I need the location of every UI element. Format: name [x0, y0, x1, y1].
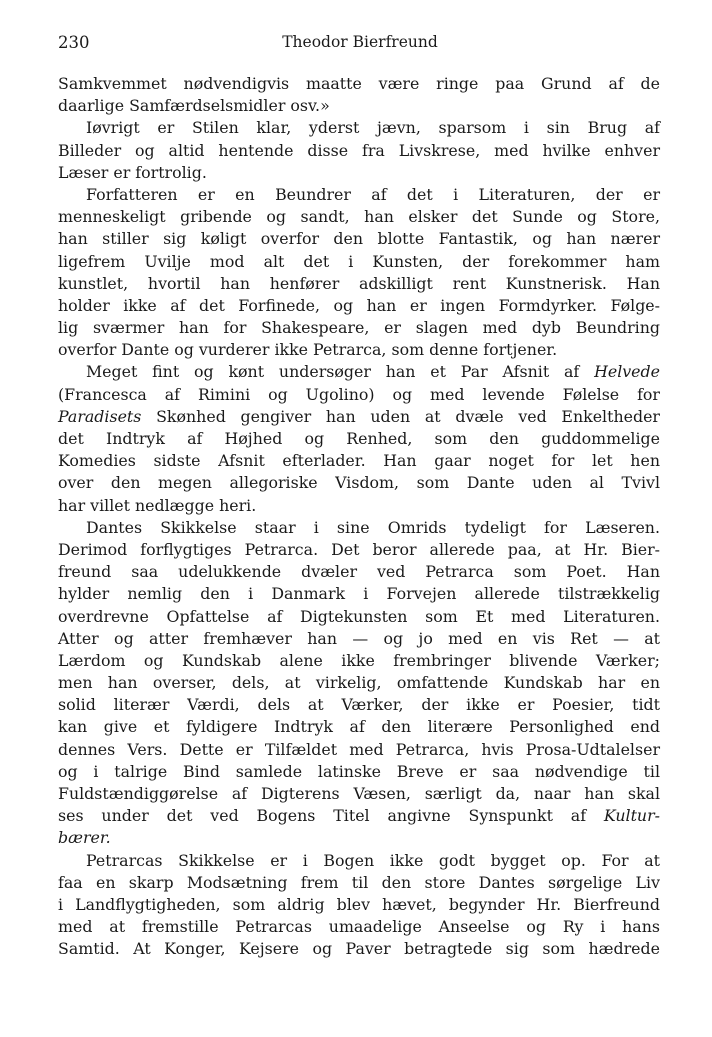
- running-title: Theodor Bierfreund: [282, 33, 438, 51]
- emphasis: Kultur-: [603, 806, 660, 826]
- text-line: faa en skarp Modsætning frem til den store Dantes sørgelige Liv: [58, 872, 660, 892]
- text-line: han stiller sig køligt overfor den blotte Fantastik, og han nærer: [58, 229, 660, 249]
- text-line: Samkvemmet nødvendigvis maatte være ringe paa Grund af de: [58, 74, 660, 93]
- text-line: hylder nemlig den i Danmark i Forvejen allerede tilstrækkelig: [58, 584, 660, 604]
- text-line: over den megen allegoriske Visdom, som Dante uden al Tvivl: [58, 473, 660, 493]
- text-line: Komedies sidste Afsnit efterlader. Han gaar noget for let hen: [58, 451, 660, 471]
- text-line: med at fremstille Petrarcas umaadelige Anseelse og Ry i hans: [58, 917, 660, 937]
- text-line: [58, 827, 660, 849]
- text-line: Petrarcas Skikkelse er i Bogen ikke godt bygget op. For at: [86, 850, 660, 870]
- text-line: lig sværmer han for Shakespeare, er slagen med dyb Beundring: [58, 318, 660, 338]
- text-line: Meget fint og kønt undersøger han et Par Afsnit af Helvede: [86, 362, 660, 382]
- text-line: men han overser, dels, at virkelig, omfattende Kundskab har en: [58, 673, 660, 693]
- text-line: dennes Vers. Dette er Tilfældet med Petrarca, hvis Prosa-Udtalelser: [58, 739, 660, 759]
- text-line: freund saa udelukkende dvæler ved Petrarca som Poet. Han: [58, 562, 660, 582]
- text-line: Billeder og altid hentende disse fra Livskrese, med hvilke enhver: [58, 140, 660, 160]
- text-line: Derimod forflygtiges Petrarca. Det beror allerede paa, at Hr. Bier-: [58, 539, 660, 559]
- text-line: kunstlet, hvortil han henfører adskilligt rent Kunstnerisk. Han: [58, 273, 660, 293]
- text-line: har villet nedlægge heri.: [58, 495, 257, 515]
- text-line: holder ikke af det Forfinede, og han er ingen Formdyrker. Følge-: [58, 295, 660, 315]
- text-line: Læser er fortrolig.: [58, 162, 207, 182]
- text-line: og i talrige Bind samlede latinske Breve er saa nødvendige til: [58, 761, 660, 781]
- text-line: Forfatteren er en Beundrer af det i Literaturen, der er: [86, 184, 660, 204]
- text-line: Fuldstændiggørelse af Digterens Væsen, særligt da, naar han skal: [58, 784, 660, 803]
- text-line: Atter og atter fremhæver han — og jo med en vis Ret — at: [58, 628, 660, 648]
- text-line: Paradisets Skønhed gengiver han uden at dvæle ved Enkeltheder: [58, 406, 660, 426]
- text-line: det Indtryk af Højhed og Renhed, som den guddommelige: [58, 429, 660, 448]
- text-line: ligefrem Uvilje mod alt det i Kunsten, der forekommer ham: [58, 251, 660, 271]
- text-line: solid literær Værdi, dels at Værker, der ikke er Poesier, tidt: [58, 695, 660, 715]
- text-line: kan give et fyldigere Indtryk af den literære Personlighed end: [58, 717, 660, 737]
- body-text: [58, 73, 660, 961]
- text-line: (Francesca af Rimini og Ugolino) og med levende Følelse for: [58, 384, 660, 404]
- page-number: 230: [58, 33, 90, 52]
- text-line: Samtid. At Konger, Kejsere og Paver betragtede sig som hædrede: [58, 939, 660, 959]
- text-line: overdrevne Opfattelse af Digtekunsten som Et med Literaturen.: [58, 606, 660, 626]
- text-line: overfor Dante og vurderer ikke Petrarca, som denne fortjener.: [58, 340, 558, 360]
- text-line: Iøvrigt er Stilen klar, yderst jævn, sparsom i sin Brug af: [86, 118, 660, 138]
- emphasis: bærer.: [58, 828, 111, 848]
- text-line: Lærdom og Kundskab alene ikke frembringer blivende Værker;: [58, 650, 660, 670]
- text-line: ses under det ved Bogens Titel angivne Synspunkt af Kultur-: [58, 806, 660, 826]
- text-line: daarlige Samfærdselsmidler osv.»: [58, 96, 330, 116]
- emphasis: Paradisets: [58, 406, 142, 426]
- text-line: Dantes Skikkelse staar i sine Omrids tydeligt for Læseren.: [86, 517, 660, 537]
- running-header: [58, 33, 662, 55]
- text-line: i Landflygtigheden, som aldrig blev hævet, begynder Hr. Bierfreund: [58, 894, 660, 914]
- emphasis: Helvede: [594, 362, 660, 382]
- text-line: menneskeligt gribende og sandt, han elsker det Sunde og Store,: [58, 207, 660, 227]
